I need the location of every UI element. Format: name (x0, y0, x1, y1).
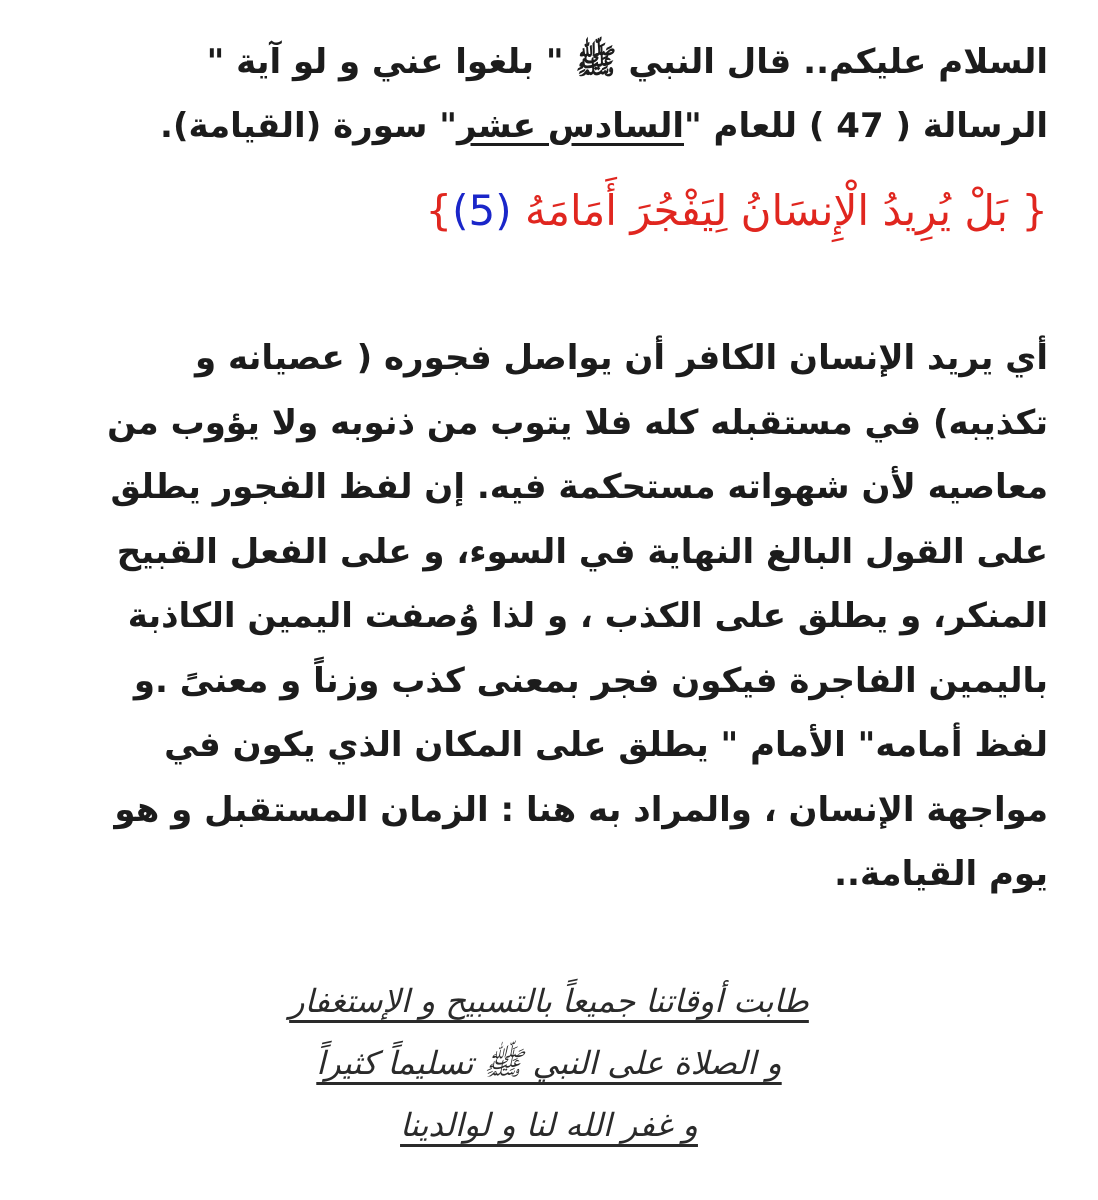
greeting-line: السلام عليكم.. قال النبي ﷺ " بلغوا عني و لو آية " (206, 42, 1048, 82)
closing-line (0, 1094, 1098, 1156)
message-number-line (48, 94, 1048, 158)
tafsir-line: باليمين الفاجرة فيكون فجر بمعنى كذب وزناً و معنىً .و (133, 660, 1048, 701)
verse-text: بَلْ يُرِيدُ الْإِنسَانُ لِيَفْجُرَ أَمَامَهُ (525, 186, 1008, 235)
verse-close-brace: } (425, 186, 453, 235)
verse-number: (5) (452, 186, 512, 235)
closing-line-text: طابت أوقاتنا جميعاً بالتسبيح و الإستغفار (289, 982, 809, 1020)
closing-line (0, 970, 1098, 1032)
closing-dua (0, 970, 1098, 1156)
message-number-prefix: الرسالة ( 47 ) للعام " (684, 106, 1048, 146)
tafsir-line: مواجهة الإنسان ، والمراد به هنا : الزمان المستقبل و هو (114, 789, 1048, 830)
tafsir-line: يوم القيامة.. (834, 854, 1048, 894)
tafsir-line: أي يريد الإنسان الكافر أن يواصل فجوره ( عصيانه و (195, 338, 1048, 378)
closing-line-text: و الصلاة على النبي ﷺ تسليماً كثيراً (316, 1044, 782, 1082)
tafsir-paragraph (48, 326, 1048, 907)
verse-open-brace: { (1021, 186, 1048, 235)
closing-line-text: و غفر الله لنا و لوالدينا (400, 1106, 698, 1144)
year-ordinal: السادس عشر (457, 106, 684, 146)
header-block (48, 30, 1048, 158)
tafsir-line: معاصيه لأن شهواته مستحكمة فيه. إن لفظ الفجور يطلق (110, 467, 1048, 507)
tafsir-line: لفظ أمامه" الأمام " يطلق على المكان الذي يكون في (164, 725, 1048, 765)
tafsir-line: تكذيبه) في مستقبله كله فلا يتوب من ذنوبه ولا يؤوب من (107, 402, 1048, 443)
closing-line (0, 1032, 1098, 1094)
tafsir-line: على القول البالغ النهاية في السوء، و على الفعل القبيح (116, 531, 1048, 572)
quran-verse (48, 176, 1048, 246)
tafsir-line: المنكر، و يطلق على الكذب ، و لذا وُصفت اليمين الكاذبة (127, 596, 1048, 636)
surah-name: " سورة (القيامة). (160, 106, 458, 146)
